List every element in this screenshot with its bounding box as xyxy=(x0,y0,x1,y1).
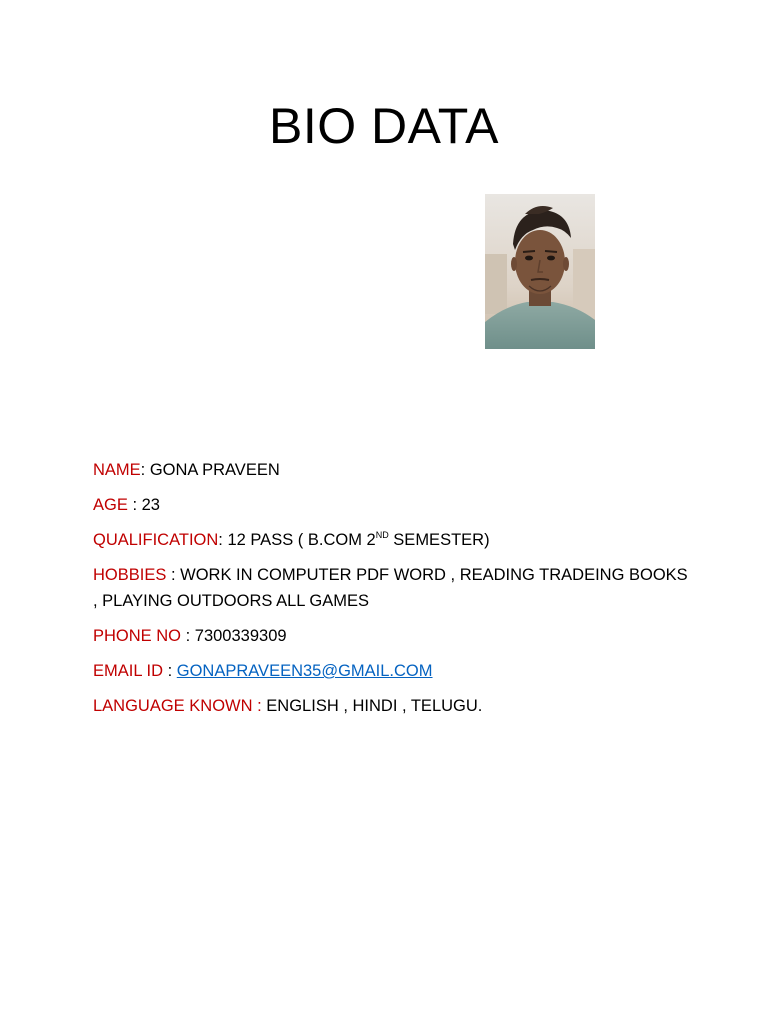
name-separator: : xyxy=(140,461,150,479)
qualification-value-end: SEMESTER) xyxy=(388,531,490,549)
qualification-superscript: ND xyxy=(375,530,389,540)
phone-label: PHONE NO xyxy=(93,627,182,645)
language-end: . xyxy=(477,697,483,715)
name-field xyxy=(93,457,693,483)
profile-photo xyxy=(485,194,595,349)
qualification-value-start: 12 PASS ( B.COM 2 xyxy=(227,531,376,549)
page-title: BIO DATA xyxy=(269,98,499,154)
email-link[interactable]: GONAPRAVEEN35@GMAIL.COM xyxy=(176,662,433,680)
email-field xyxy=(93,658,693,684)
age-field xyxy=(93,492,693,518)
name-value: GONA PRAVEEN xyxy=(149,461,280,479)
qualification-label: QUALIFICATION xyxy=(93,531,219,549)
hobbies-separator: : xyxy=(166,566,181,584)
phone-value: 7300339309 xyxy=(194,627,287,645)
hobbies-value: WORK IN COMPUTER PDF WORD , READING TRADEING BOOKS , PLAYING OUTDOORS ALL GAMES xyxy=(93,566,688,610)
age-value: 23 xyxy=(141,496,160,514)
age-label: AGE xyxy=(93,496,128,514)
email-label: EMAIL ID xyxy=(93,662,163,680)
qualification-separator: : xyxy=(218,531,228,549)
hobbies-label: HOBBIES xyxy=(93,566,167,584)
hobbies-field xyxy=(93,562,693,614)
phone-field xyxy=(93,623,693,649)
age-separator: : xyxy=(127,496,142,514)
email-separator: : xyxy=(163,662,177,680)
language-value: ENGLISH , HINDI , TELUGU xyxy=(266,697,478,715)
bio-fields xyxy=(93,457,693,728)
language-field xyxy=(93,693,693,719)
phone-separator: : xyxy=(181,627,195,645)
name-label: NAME xyxy=(93,461,141,479)
language-label: LANGUAGE KNOWN : xyxy=(93,697,262,715)
qualification-field xyxy=(93,527,693,553)
